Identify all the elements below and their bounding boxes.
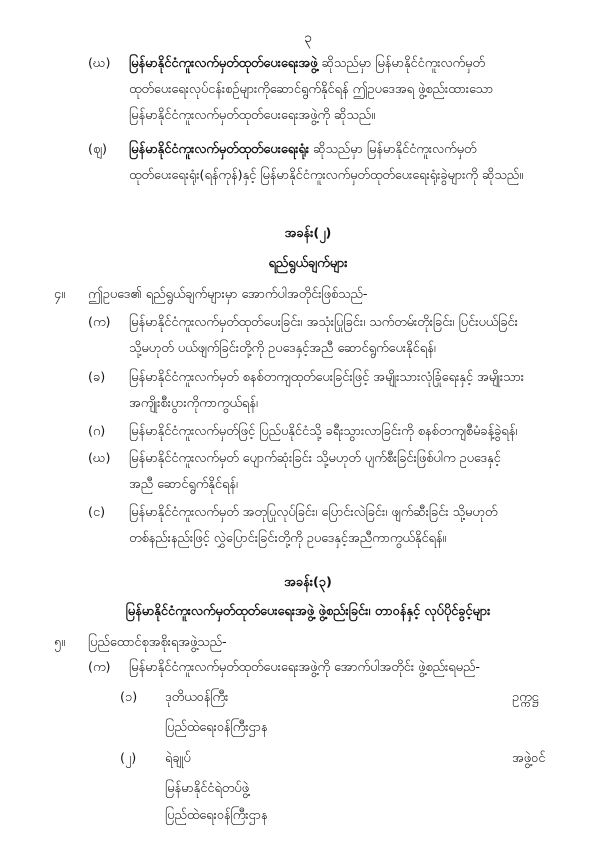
member-title: ရဲချုပ် — [165, 751, 191, 766]
item-line: အကျိုးစီးပွားကိုကာကွယ်ရန်၊ — [129, 396, 258, 411]
chapter-title: မြန်မာနိုင်ငံကူးလက်မှတ်ထုတ်ပေးရေးအဖွဲ့ ဖွဲ့စည်းခြင်း၊ တာဝန်နှင့် လုပ်ပိုင်ခွင့်များ — [125, 604, 491, 619]
definition-label-jha: (ဈ) — [88, 142, 107, 157]
chapter-heading: အခန်း(၃) — [284, 575, 332, 590]
section-number: ၄။ — [54, 287, 66, 302]
item-line: မြန်မာနိုင်ငံကူးလက်မှတ် ပျောက်ဆုံးခြင်း သို့မဟုတ် ပျက်စီးခြင်းဖြစ်ပါက ဥပဒေနှင့် — [129, 451, 501, 466]
member-department: ပြည်ထဲရေးဝန်ကြီးဌာန — [165, 808, 268, 823]
item-label: (က) — [88, 315, 111, 330]
definition-text: ဆိုသည်မှာ မြန်မာနိုင်ငံကူးလက်မှတ် — [317, 56, 485, 71]
member-number: (၁) — [120, 690, 138, 705]
definition-line: ထုတ်ပေးရေးရုံး(ရန်ကုန်)နှင့် မြန်မာနိုင်ငံကူးလက်မှတ်ထုတ်ပေးရေးရုံးခွဲများကို ဆိုသည်။ — [129, 168, 523, 183]
section-intro: ဤဥပဒေ၏ ရည်ရွယ်ချက်များမှာ အောက်ပါအတိုင်းဖြစ်သည်- — [88, 287, 368, 302]
item-line: မြန်မာနိုင်ငံကူးလက်မှတ် စနစ်တကျထုတ်ပေးခြင်းဖြင့် အမျိုးသားလုံခြုံရေးနှင့် အမျိုးသား — [129, 370, 525, 385]
item-line: မြန်မာနိုင်ငံကူးလက်မှတ်ဖြင့် ပြည်ပနိုင်ငံသို့ ခရီးသွားလာခြင်းကို စနစ်တကျစီမံခန့်ခွဲရန်၊ — [129, 424, 518, 439]
member-role: အဖွဲ့ဝင် — [512, 751, 546, 766]
item-label: (ဂ) — [88, 424, 106, 439]
definition-line — [129, 144, 476, 157]
definition-label-gha: (ဃ) — [88, 56, 111, 71]
chapter-heading: အခန်း(၂) — [284, 226, 332, 241]
item-line: မြန်မာနိုင်ငံကူးလက်မှတ်ထုတ်ပေးခြင်း၊ အသုံးပြုခြင်း၊ သက်တမ်းတိုးခြင်း၊ ပြင်းပယ်ခြင်း — [129, 315, 518, 330]
definition-term: မြန်မာနိုင်ငံကူးလက်မှတ်ထုတ်ပေးရေးအဖွဲ့ — [129, 56, 318, 71]
member-department: မြန်မာနိုင်ငံရဲတပ်ဖွဲ့ — [165, 781, 249, 796]
item-line: အညီ ဆောင်ရွက်နိုင်ရန်၊ — [129, 477, 238, 492]
member-number: (၂) — [120, 751, 137, 766]
member-title: ဒုတိယဝန်ကြီး — [165, 690, 229, 705]
definition-line: ထုတ်ပေးရေးလုပ်ငန်းစဉ်များကိုဆောင်ရွက်နိုင်ရန် ဤဥပဒေအရ ဖွဲ့စည်းထားသော — [129, 82, 494, 97]
section-number: ၅။ — [54, 635, 66, 650]
page-number: ၃ — [304, 30, 312, 46]
item-line: မြန်မာနိုင်ငံကူးလက်မှတ် အတုပြုလုပ်ခြင်း၊ ပြောင်းလဲခြင်း၊ ဖျက်ဆီးခြင်း သို့မဟုတ် — [129, 505, 498, 520]
item-label: (ဃ) — [88, 451, 111, 466]
definition-line — [129, 58, 485, 71]
definition-term: မြန်မာနိုင်ငံကူးလက်မှတ်ထုတ်ပေးရေးရုံး — [129, 142, 309, 157]
definition-text: ဆိုသည်မှာ မြန်မာနိုင်ငံကူးလက်မှတ် — [309, 142, 477, 157]
item-line: သို့မဟုတ် ပယ်ဖျက်ခြင်းတို့ကို ဥပဒေနှင့်အညီ ဆောင်ရွက်ပေးနိုင်ရန်၊ — [129, 341, 436, 356]
item-line: တစ်နည်းနည်းဖြင့် လွှဲပြောင်းခြင်းတို့ကို ဥပဒေနှင့်အညီကာကွယ်နိုင်ရန်။ — [129, 531, 447, 546]
item-label: (က) — [88, 660, 111, 675]
chapter-title: ရည်ရွယ်ချက်များ — [268, 256, 348, 271]
member-department: ပြည်ထဲရေးဝန်ကြီးဌာန — [165, 720, 268, 735]
definition-line: မြန်မာနိုင်ငံကူးလက်မှတ်ထုတ်ပေးရေးအဖွဲ့ကို ဆိုသည်။ — [129, 108, 376, 123]
section-intro: ပြည်ထောင်စုအစိုးရအဖွဲ့သည်- — [88, 635, 227, 650]
item-line: မြန်မာနိုင်ငံကူးလက်မှတ်ထုတ်ပေးရေးအဖွဲ့ကို အောက်ပါအတိုင်း ဖွဲ့စည်းရမည်- — [129, 660, 480, 675]
item-label: (ခ) — [88, 370, 106, 385]
member-role: ဥက္ကဋ္ဌ — [512, 690, 539, 705]
item-label: (င) — [88, 505, 106, 520]
